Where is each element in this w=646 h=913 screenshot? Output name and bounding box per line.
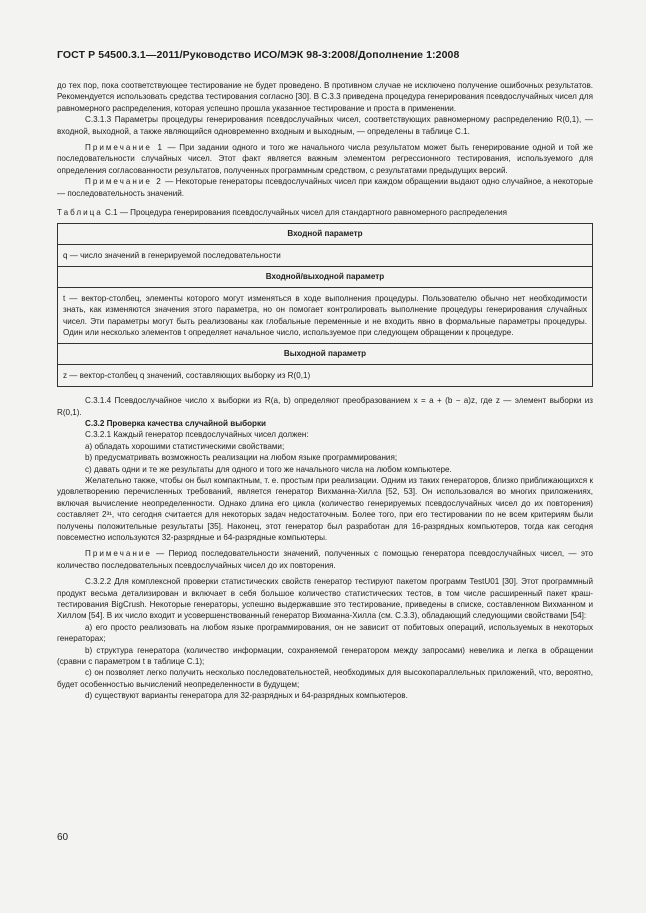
list2-item-b: b) структура генератора (количество информации, сохраняемой генератором между запросами) невелика и легка в обращении (сравни с параметром t в таблице С.1); <box>57 645 593 667</box>
list2-item-a: а) его просто реализовать на любом языке программирования, он не зависит от побитовых операций, используемых в некоторых генераторах; <box>57 622 593 644</box>
paragraph-c313: С.3.1.3 Параметры процедуры генерирования псевдослучайных чисел, соответствующих равномерному распределению R(0,1), — входной, выходной, а также являющийся одновременно входным и выходным, — определены в таблице С.1. <box>57 115 593 136</box>
note-3-text: — Период последовательности значений, полученных с помощью генератора псевдослучайных чисел, — это количество последовательных псевдослучайных чисел до их повторения. <box>57 549 593 570</box>
note-1 <box>57 142 593 176</box>
table-caption-label: Таблица <box>57 208 103 218</box>
table-header-input: Входной параметр <box>58 224 593 244</box>
list2-item-c: с) он позволяет легко получить несколько последовательностей, необходимых для высокопараллельных приложений, что, вероятно, будет особенностью вычислений неопределенности в будущем; <box>57 668 593 689</box>
table-caption-text: С.1 — Процедура генерирования псевдослучайных чисел для стандартного равномерного распределения <box>102 208 507 218</box>
paragraph-continuation: до тех пор, пока соответствующее тестирование не будет проведено. В противном случае не исключено получение ошибочных результатов. Рекомендуется использовать средства тестирования согласно [30]. В С.3.3 приведена процедура генерирования псевдослучайных чисел для равномерного распределения, которая успешно прошла указанное тестирование и проста в применении. <box>57 81 593 113</box>
note-1-label: Примечание 1 <box>85 143 164 153</box>
table-cell-inout: t — вектор-столбец, элементы которого могут изменяться в ходе выполнения процедуры. Пользователю обычно нет необходимости знать, как изменяются значения этого параметра, но он помогает контролировать выполнение процедуры генерирования случайных чисел. Эти параметры могут быть реализованы как глобальные переменные и не входить явно в формальные параметры процедуры. Один или несколько элементов t определяет начальное число, используемое при следующем обращении к процедуре. <box>58 287 593 344</box>
paragraph-c321: С.3.2.1 Каждый генератор псевдослучайных чисел должен: <box>85 430 309 440</box>
list-item-a: а) обладать хорошими статистическими свойствами; <box>85 441 285 451</box>
page-number: 60 <box>57 832 69 843</box>
note-3-label: Примечание <box>85 549 152 559</box>
table-caption <box>57 207 593 218</box>
list-item-c: с) давать одни и те же результаты для одного и того же начального числа на любом компьютере. <box>85 464 452 474</box>
table-header-inout: Входной/выходной параметр <box>58 267 593 287</box>
parameters-table <box>57 223 593 387</box>
table-cell-input: q — число значений в генерируемой последовательности <box>58 244 593 266</box>
table-cell-output: z — вектор-столбец q значений, составляющих выборку из R(0,1) <box>58 364 593 386</box>
note-3 <box>57 548 593 571</box>
list2-item-d: d) существуют варианты генератора для 32-разрядных и 64-разрядных компьютеров. <box>85 691 408 701</box>
body-text <box>57 80 593 702</box>
paragraph-desirable: Желательно также, чтобы он был компактным, т. е. простым при реализации. Одним из таких генераторов, близко приближающихся к удовлетворению перечисленных требований, является генератор Вихманна-Хилла [52, 53]. Он использовался во многих приложениях, включая вычисление неопределенности. Однако длина его цикла (количество генерируемых псевдослучайных чисел до их повторения) составляет 2³¹, что сегодня считается для некоторых задач недостаточным. Более того, при его тестировании по не всем критериям были получены положительные результаты [35]. Наконец, этот генератор был разработан для 16-разрядных компьютеров, тогда как сегодня повсеместно используются 32-разрядные и 64-разрядные компьютеры. <box>57 475 593 542</box>
paragraph-c314: С.3.1.4 Псевдослучайное число x выборки из R(a, b) определяют преобразованием x = a + (b − a)z, где z — элемент выборки из R(0,1). <box>57 396 593 417</box>
page-header: ГОСТ Р 54500.3.1—2011/Руководство ИСО/МЭК 98-3:2008/Дополнение 1:2008 <box>57 49 460 61</box>
paragraph-c322: С.3.2.2 Для комплексной проверки статистических свойств генератор тестируют пакетом программ TestU01 [30]. Этот программный продукт весьма детализирован и включает в себя большое количество статистических тестов, в том числе расширенный пакет краш-тестирования BigCrush. Некоторые генераторы, успешно выдержавшие это тестирование, приведены в списке, составленном Вихманном и Хиллом [54]. В их число входит и усовершенствованный генератор Вихманна-Хилла (см. С.3.3), обладающий следующими свойствами [54]: <box>57 577 593 621</box>
list-item-b: b) предусматривать возможность реализации на любом языке программирования; <box>85 453 398 463</box>
note-2 <box>57 176 593 199</box>
note-2-label: Примечание 2 <box>85 177 163 187</box>
table-header-output: Выходной параметр <box>58 344 593 364</box>
note-1-text: — При задании одного и того же начального числа результатом может быть генерирование одной и той же последовательности случайных чисел. Этот факт является важным элементом регрессионного тестирования, используемого для определения согласованности результатов, полученных программным средством, с результатами предыдущих версий. <box>57 143 593 175</box>
section-heading-c32: С.3.2 Проверка качества случайной выборки <box>85 418 267 428</box>
note-2-text: — Некоторые генераторы псевдослучайных чисел при каждом обращении выдают одно случайное, а некоторые — последовательность значений. <box>57 177 593 198</box>
